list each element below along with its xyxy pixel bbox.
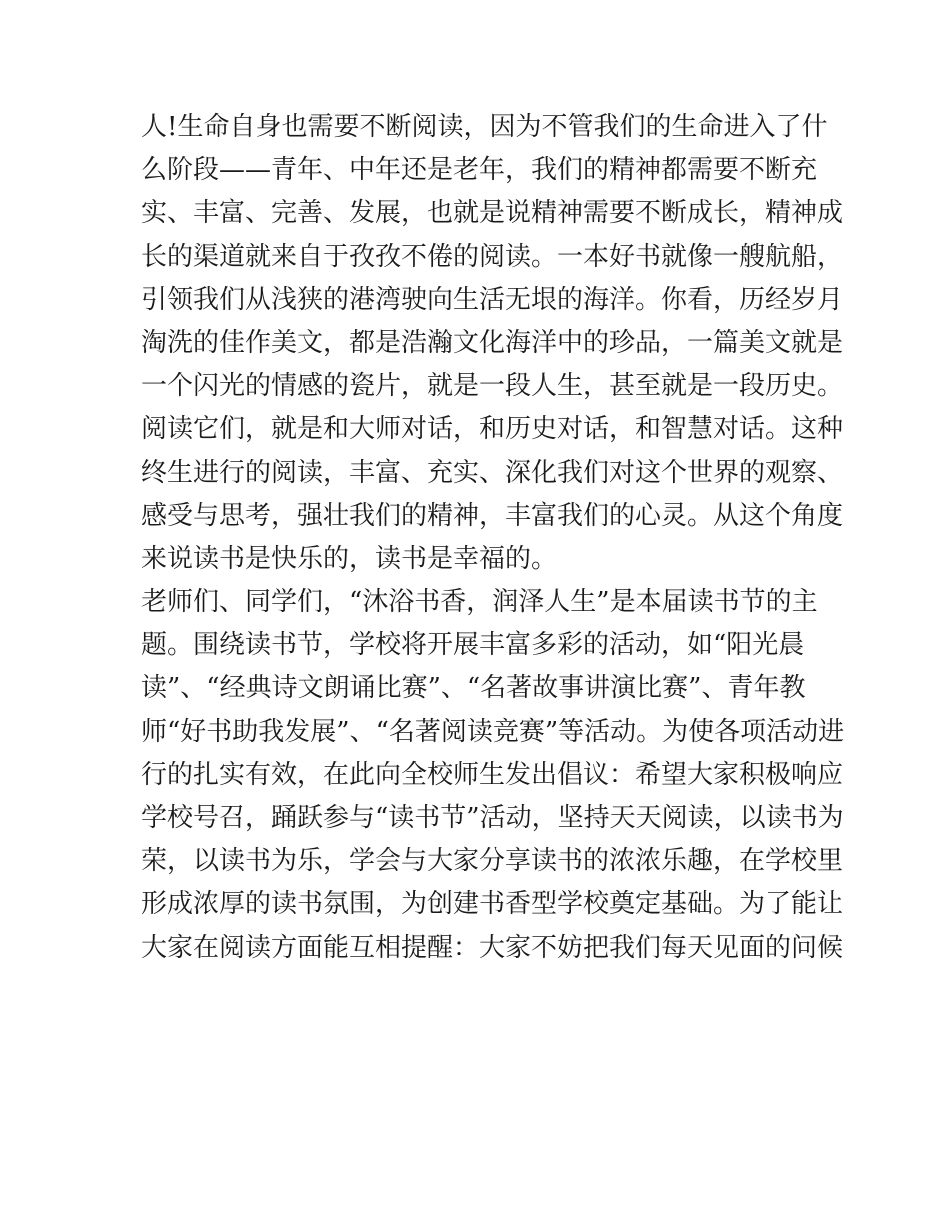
text-line: 题。围绕读书节，学校将开展丰富多彩的活动，如“阳光晨 [141,630,805,661]
text-line: 形成浓厚的读书氛围，为创建书香型学校奠定基础。为了能让 [141,889,844,920]
text-line: 感受与思考，强壮我们的精神，丰富我们的心灵。从这个角度 [141,500,844,531]
text-line: 师“好书助我发展”、“名著阅读竞赛”等活动。为使各项活动进 [141,716,845,747]
text-line: 实、丰富、完善、发展，也就是说精神需要不断成长，精神成 [141,198,844,229]
text-line: 引领我们从浅狭的港湾驶向生活无垠的海洋。你看，历经岁月 [141,284,844,315]
text-line: 行的扎实有效，在此向全校师生发出倡议：希望大家积极响应 [141,759,844,790]
text-line: 人!生命自身也需要不断阅读，因为不管我们的生命进入了什 [141,112,828,142]
text-line: 大家在阅读方面能互相提醒：大家不妨把我们每天见面的问候 [141,932,844,963]
text-line: 来说读书是快乐的，读书是幸福的。 [141,543,558,574]
text-line: 终生进行的阅读，丰富、充实、深化我们对这个世界的观察、 [141,457,844,488]
text-line: 淘洗的佳作美文，都是浩瀚文化海洋中的珍品，一篇美文就是 [141,327,844,358]
text-line: 么阶段——青年、中年还是老年，我们的精神都需要不断充 [141,155,818,186]
text-line: 一个闪光的情感的瓷片，就是一段人生，甚至就是一段历史。 [141,371,844,402]
text-line: 荣，以读书为乐，学会与大家分享读书的浓浓乐趣，在学校里 [141,846,844,877]
body-text [141,106,845,970]
text-line: 阅读它们，就是和大师对话，和历史对话，和智慧对话。这种 [141,414,844,445]
text-line: 学校号召，踊跃参与“读书节”活动，坚持天天阅读，以读书为 [141,803,844,833]
text-line: 读”、“经典诗文朗诵比赛”、“名著故事讲演比赛”、青年教 [141,673,806,704]
text-line: 长的渠道就来自于孜孜不倦的阅读。一本好书就像一艘航船， [141,241,844,272]
text-line: 老师们、同学们，“沐浴书香，润泽人生”是本届读书节的主 [141,587,818,618]
